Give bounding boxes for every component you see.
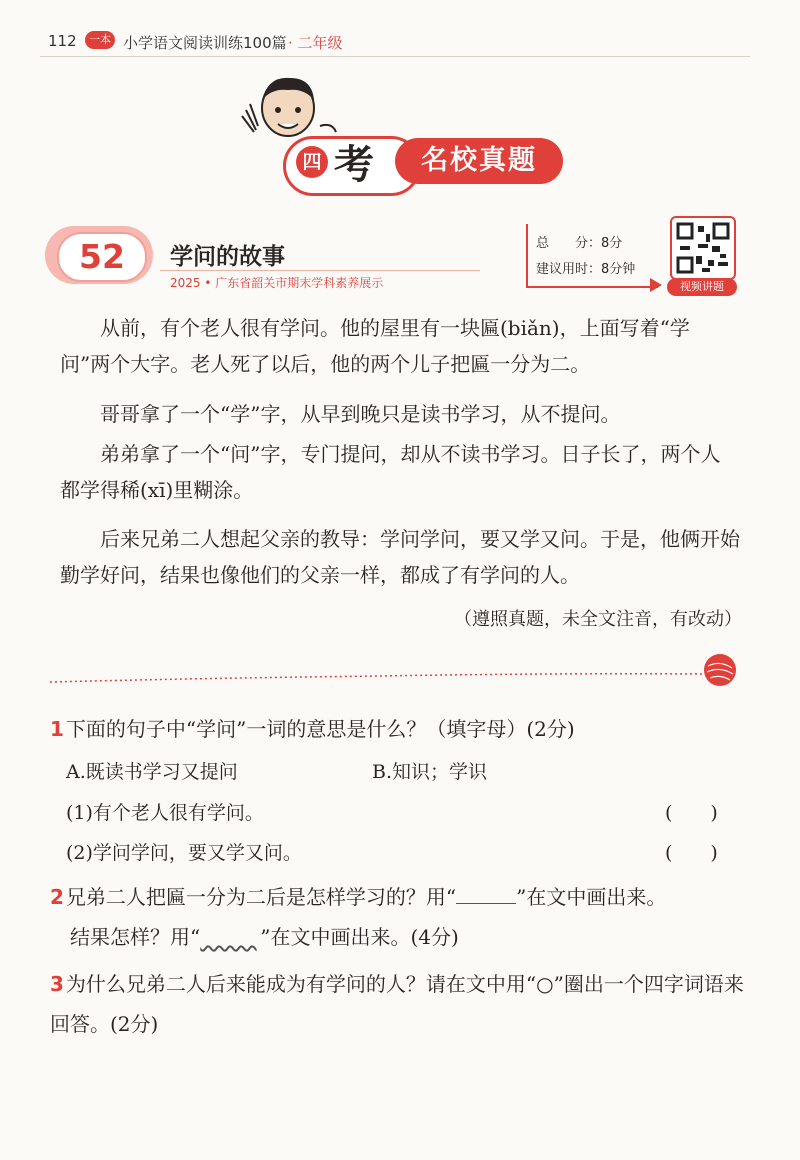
question-text-part-4: ”在文中画出来。(4分) <box>260 925 459 949</box>
wavy-underline-icon <box>200 922 260 940</box>
grade-label: · 二年级 <box>288 34 343 52</box>
qr-code-icon[interactable] <box>670 216 736 280</box>
yarn-ball-icon <box>704 654 736 686</box>
option-a: A.既读书学习又提问 <box>66 761 238 783</box>
question-number: 2 <box>50 885 64 909</box>
video-lecture-label[interactable]: 视频讲题 <box>667 278 737 296</box>
sentence-1: (1)有个老人很有学问。 <box>66 802 264 824</box>
lesson-source: 2025 • 广东省韶关市期末学科素养展示 <box>170 276 384 290</box>
question-3 <box>50 964 750 1044</box>
book-title: 小学语文阅读训练100篇 <box>123 34 287 52</box>
brand-logo: 一本 <box>85 31 115 49</box>
question-text: 为什么兄弟二人后来能成为有学问的人？请在文中用“○”圈出一个四字词语来回答。(2分) <box>50 972 744 1036</box>
question-1 <box>50 714 750 744</box>
header-divider <box>40 56 750 57</box>
option-b: B.知识；学识 <box>372 761 488 783</box>
source-note: （遵照真题，未全文注音，有改动） <box>454 609 742 630</box>
banner-circle-char: 四 <box>296 146 328 178</box>
section-divider <box>50 664 710 688</box>
question-text: 下面的句子中“学问”一词的意思是什么？（填字母）(2分) <box>65 717 575 741</box>
passage-paragraph-4: 后来兄弟二人想起父亲的教导：学问学问，要又学又问。于是，他俩开始勤学好问，结果也像他们的父亲一样，都成了有学问的人。 <box>60 527 740 587</box>
question-number: 3 <box>50 972 64 996</box>
question-text-part-1: 兄弟二人把匾一分为二后是怎样学习的？用“ <box>65 885 457 909</box>
passage-paragraph-3: 弟弟拿了一个“问”字，专门提问，却从不读书学习。日子长了，两个人都学得稀(xī)里糊涂。 <box>60 442 721 502</box>
passage-paragraph-1: 从前，有个老人很有学问。他的屋里有一块匾(biǎn)，上面写着“学问”两个大字。老人死了以后，他的两个儿子把匾一分为二。 <box>60 316 690 376</box>
question-2 <box>50 882 750 912</box>
suggested-time: 建议用时：8分钟 <box>536 262 636 277</box>
lesson-number: 52 <box>57 232 147 282</box>
answer-blank-2[interactable]: ( ) <box>665 842 718 864</box>
page-number: 112 <box>48 32 77 50</box>
question-2-line-2 <box>70 922 750 952</box>
lesson-title: 学问的故事 <box>170 243 285 270</box>
sentence-2: (2)学问学问，要又学又问。 <box>66 842 302 864</box>
question-text-part-2: ”在文中画出来。 <box>516 885 667 909</box>
total-score: 总 分：8分 <box>536 236 623 251</box>
question-number: 1 <box>50 717 64 741</box>
lesson-title-rule <box>160 270 480 271</box>
banner-tag: 名校真题 <box>395 138 563 184</box>
arrow-icon <box>650 278 662 292</box>
straight-underline-icon <box>456 885 516 904</box>
banner-big-char: 考 <box>334 142 374 188</box>
answer-blank-1[interactable]: ( ) <box>665 802 718 824</box>
question-text-part-3: 结果怎样？用“ <box>70 925 201 949</box>
passage-paragraph-2: 哥哥拿了一个“学”字，从早到晚只是读书学习，从不提问。 <box>100 402 621 426</box>
